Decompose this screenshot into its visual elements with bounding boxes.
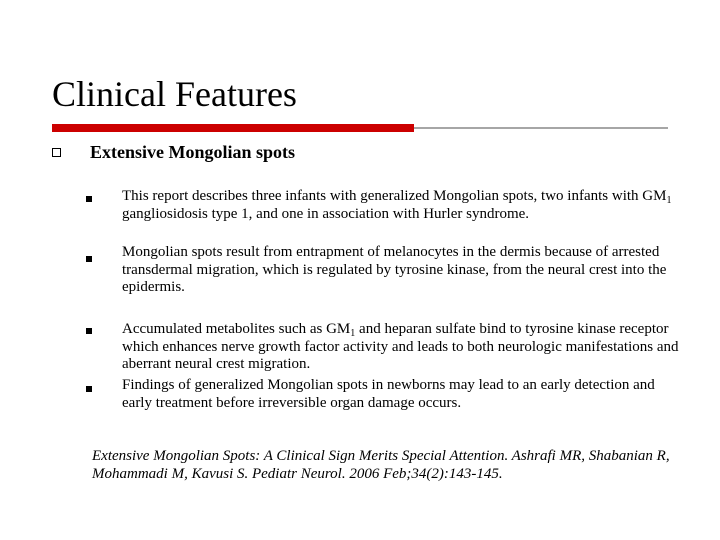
square-bullet-icon [86, 328, 92, 334]
bullet-text-2: Mongolian spots result from entrapment of melanocytes in the dermis because of arrested transdermal migration, which is regulated by tyrosine kinase, from the neural crest into the epidermis. [122, 244, 667, 295]
slide-title: Clinical Features [52, 74, 297, 114]
bullet-text-1 [122, 188, 682, 223]
bullet-text-1-part-a: This report describes three infants with generalized Mongolian spots, two infants with GM [122, 188, 667, 204]
square-bullet-icon [86, 386, 92, 392]
section-heading: Extensive Mongolian spots [90, 142, 296, 162]
bullet-text-3-part-b: and heparan sulfate bind to tyrosine kinase receptor which enhances nerve growth factor activity and leads to both neurologic manifestations and aberrant neural crest migration. [122, 321, 679, 372]
square-bullet-icon [86, 196, 92, 202]
bullet-text-3-subscript: 1 [350, 328, 356, 339]
citation: Extensive Mongolian Spots: A Clinical Sign Merits Special Attention. Ashrafi MR, Shabanian R, Mohammadi M, Kavusi S. Pediatr Neurol. 2006 Feb;34(2):143-145. [92, 448, 670, 482]
bullet-text-3 [122, 321, 682, 374]
title-divider-rule [414, 127, 668, 129]
title-accent-rule [52, 124, 414, 132]
bullet-text-4: Findings of generalized Mongolian spots in newborns may lead to an early detection and early treatment before irreversible organ damage occurs. [122, 377, 655, 411]
square-bullet-icon [86, 256, 92, 262]
hollow-square-bullet-icon [52, 148, 61, 157]
bullet-text-3-part-a: Accumulated metabolites such as GM [122, 321, 351, 337]
bullet-text-1-subscript: 1 [666, 195, 672, 206]
bullet-text-1-part-b: gangliosidosis type 1, and one in association with Hurler syndrome. [122, 205, 530, 222]
